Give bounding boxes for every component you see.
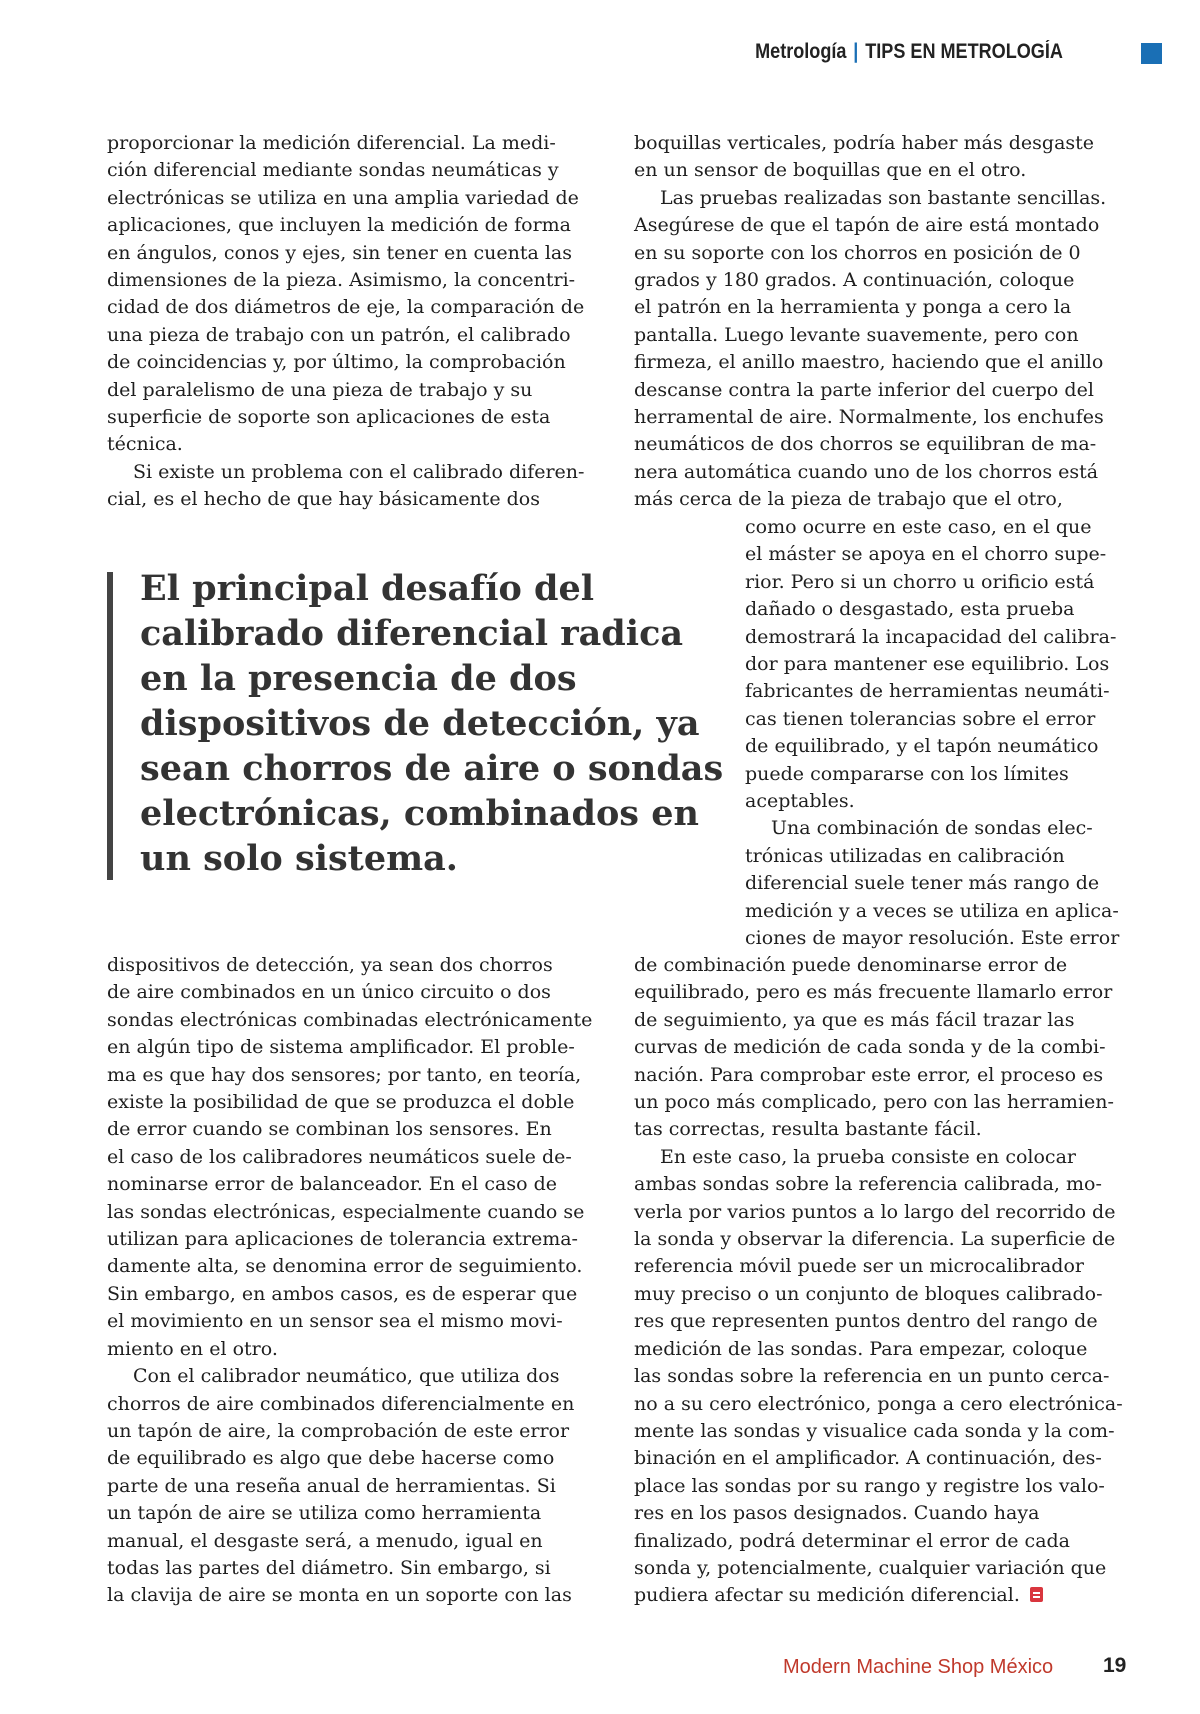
text-line: más cerca de la pieza de trabajo que el otro, — [634, 488, 1063, 511]
text-line: cas tienen tolerancias sobre el error — [745, 707, 1096, 730]
text-line: el caso de los calibradores neumáticos suele de- — [107, 1145, 572, 1168]
text-line: de error cuando se combinan los sensores. En — [107, 1118, 552, 1141]
text-line: dañado o desgastado, esta prueba — [745, 598, 1075, 621]
pull-quote — [140, 566, 723, 881]
text-line: de seguimiento, ya que es más fácil trazar las — [634, 1008, 1075, 1031]
article-end-icon — [1030, 1587, 1043, 1602]
text-line: puede compararse con los límites — [745, 762, 1069, 785]
text-line: el patrón en la herramienta y ponga a cero la — [634, 296, 1072, 319]
text-line: chorros de aire combinados diferencialmente en — [107, 1392, 575, 1415]
text-line: de combinación puede denominarse error de — [634, 954, 1068, 976]
text-line: Una combinación de sondas elec- — [771, 817, 1093, 840]
column2-top-text — [634, 130, 1106, 514]
text-line: finalizado, podrá determinar el error de cada — [634, 1529, 1071, 1552]
text-line: res en los pasos designados. Cuando haya — [634, 1502, 1040, 1525]
text-line: Con el calibrador neumático, que utiliza dos — [133, 1365, 560, 1388]
text-line: tas correctas, resulta bastante fácil. — [634, 1118, 982, 1141]
text-line: técnica. — [107, 433, 183, 456]
text-line: calibrado diferencial radica — [140, 613, 684, 654]
text-line: dimensiones de la pieza. Asimismo, la concentri- — [107, 269, 576, 292]
text-line: una pieza de trabajo con un patrón, el calibrado — [107, 323, 571, 346]
section-name: Metrología — [755, 40, 847, 63]
text-line: damente alta, se denomina error de seguimiento. — [107, 1255, 583, 1278]
text-line: diferencial suele tener más rango de — [745, 872, 1100, 895]
text-line: El principal desafío del — [140, 568, 595, 609]
text-line: ma es que hay dos sensores; por tanto, en teoría, — [107, 1063, 582, 1086]
text-line: verla por varios puntos a lo largo del recorrido de — [634, 1200, 1116, 1223]
text-line: referencia móvil puede ser un microcalibrador — [634, 1255, 1084, 1278]
text-line: el máster se apoya en el chorro supe- — [745, 543, 1107, 566]
text-line: nación. Para comprobar este error, el proceso es — [634, 1063, 1104, 1086]
text-line: electrónicas, combinados en — [140, 793, 699, 834]
text-line: boquillas verticales, podría haber más desgaste — [634, 132, 1095, 154]
text-line: grados y 180 grados. A continuación, coloque — [634, 269, 1075, 292]
text-line: en ángulos, conos y ejes, sin tener en cuenta las — [107, 241, 572, 264]
text-line: de equilibrado es algo que debe hacerse como — [107, 1447, 555, 1470]
text-line: aceptables. — [745, 790, 855, 813]
text-line: En este caso, la prueba consiste en colocar — [660, 1145, 1076, 1168]
text-line: aplicaciones, que incluyen la medición de forma — [107, 214, 572, 237]
text-line: en algún tipo de sistema amplificador. El proble- — [107, 1036, 575, 1059]
text-line: Las pruebas realizadas son bastante sencillas. — [660, 186, 1107, 209]
column1-top-text — [107, 130, 584, 514]
text-line: miento en el otro. — [107, 1337, 278, 1360]
text-line: de coincidencias y, por último, la comprobación — [107, 351, 566, 374]
text-line: un poco más complicado, pero con las herramien- — [634, 1091, 1114, 1114]
text-line: ción diferencial mediante sondas neumáticas y — [107, 159, 559, 182]
publication-name: Modern Machine Shop México — [783, 1656, 1054, 1678]
text-line: Si existe un problema con el calibrado diferen- — [133, 460, 585, 483]
text-line: superficie de soporte son aplicaciones de esta — [107, 406, 551, 429]
text-line: sondas electrónicas combinadas electrónicamente — [107, 1008, 593, 1031]
text-line: las sondas electrónicas, especialmente cuando se — [107, 1200, 585, 1223]
text-line: cidad de dos diámetros de eje, la comparación de — [107, 296, 585, 319]
text-line: de equilibrado, y el tapón neumático — [745, 735, 1099, 758]
text-line: un tapón de aire se utiliza como herramienta — [107, 1502, 542, 1525]
text-line: ciones de mayor resolución. Este error — [745, 927, 1120, 950]
text-line: ambas sondas sobre la referencia calibrada, mo- — [634, 1173, 1102, 1196]
text-line: la clavija de aire se monta en un soporte con las — [107, 1584, 572, 1607]
text-line: existe la posibilidad de que se produzca el doble — [107, 1091, 575, 1114]
text-line: de aire combinados en un único circuito o dos — [107, 981, 551, 1004]
text-line: utilizan para aplicaciones de tolerancia extrema- — [107, 1228, 578, 1251]
text-line: sean chorros de aire o sondas — [140, 748, 724, 789]
text-line: Asegúrese de que el tapón de aire está montado — [634, 214, 1100, 237]
text-line: las sondas sobre la referencia en un punto cerca- — [634, 1365, 1110, 1388]
column1-bottom-text — [107, 952, 592, 1610]
text-line: dispositivos de detección, ya — [140, 703, 700, 744]
text-line: dispositivos de detección, ya sean dos chorros — [107, 954, 553, 976]
text-line: fabricantes de herramientas neumáti- — [745, 680, 1110, 703]
text-line: en su soporte con los chorros en posición de 0 — [634, 241, 1081, 264]
text-line: trónicas utilizadas en calibración — [745, 844, 1065, 867]
text-line: no a su cero electrónico, ponga a cero electrónica- — [634, 1392, 1123, 1415]
column-name: TIPS EN METROLOGÍA — [865, 40, 1063, 63]
text-line: dor para mantener ese equilibrio. Los — [745, 653, 1110, 676]
column2-narrow-text — [745, 514, 1119, 953]
text-line: demostrará la incapacidad del calibra- — [745, 625, 1117, 648]
text-line: cial, es el hecho de que hay básicamente dos — [107, 488, 540, 511]
text-line: un solo sistema. — [140, 838, 458, 879]
text-line: en la presencia de dos — [140, 658, 577, 699]
text-line: mente las sondas y visualice cada sonda y la com- — [634, 1419, 1115, 1442]
text-line: nominarse error de balanceador. En el caso de — [107, 1173, 557, 1196]
text-line: rior. Pero si un chorro u orificio está — [745, 570, 1095, 593]
text-line: place las sondas por su rango y registre los valo- — [634, 1474, 1105, 1497]
text-line: equilibrado, pero es más frecuente llamarlo error — [634, 981, 1113, 1004]
text-line: como ocurre en este caso, en el que — [745, 516, 1092, 538]
header-square-icon — [1141, 43, 1162, 64]
text-line: muy preciso o un conjunto de bloques calibrado- — [634, 1282, 1103, 1305]
text-line: medición y a veces se utiliza en aplica- — [745, 899, 1119, 922]
page-number: 19 — [1103, 1654, 1127, 1677]
text-line: sonda y, potencialmente, cualquier variación que — [634, 1556, 1107, 1579]
text-line: Sin embargo, en ambos casos, es de esperar que — [107, 1282, 578, 1305]
text-line: neumáticos de dos chorros se equilibran de ma- — [634, 433, 1097, 456]
text-line: curvas de medición de cada sonda y de la combi- — [634, 1036, 1106, 1059]
text-line: descanse contra la parte inferior del cuerpo del — [634, 378, 1094, 401]
text-line: firmeza, el anillo maestro, haciendo que el anillo — [634, 351, 1104, 374]
text-line: pantalla. Luego levante suavemente, pero con — [634, 323, 1079, 346]
running-header — [755, 40, 1063, 64]
text-line: del paralelismo de una pieza de trabajo y su — [107, 378, 533, 401]
text-line: herramental de aire. Normalmente, los enchufes — [634, 406, 1104, 429]
text-line: nera automática cuando uno de los chorros está — [634, 460, 1099, 483]
column2-bottom-text — [634, 952, 1123, 1610]
text-line: en un sensor de boquillas que en el otro. — [634, 159, 1027, 182]
text-line: proporcionar la medición diferencial. La medi- — [107, 132, 556, 154]
text-line: medición de las sondas. Para empezar, coloque — [634, 1337, 1088, 1360]
header-separator: | — [853, 40, 859, 63]
text-line: un tapón de aire, la comprobación de este error — [107, 1419, 570, 1442]
text-line: pudiera afectar su medición diferencial. — [634, 1582, 1123, 1609]
text-line: todas las partes del diámetro. Sin embargo, si — [107, 1556, 551, 1579]
text-line: parte de una reseña anual de herramientas. Si — [107, 1474, 556, 1497]
text-line: el movimiento en un sensor sea el mismo movi- — [107, 1310, 563, 1333]
text-line: res que representen puntos dentro del rango de — [634, 1310, 1098, 1333]
text-line: manual, el desgaste será, a menudo, igual en — [107, 1529, 543, 1552]
text-line: la sonda y observar la diferencia. La superficie de — [634, 1228, 1116, 1251]
text-line: binación en el amplificador. A continuación, des- — [634, 1447, 1102, 1470]
text-line: electrónicas se utiliza en una amplia variedad de — [107, 186, 579, 209]
